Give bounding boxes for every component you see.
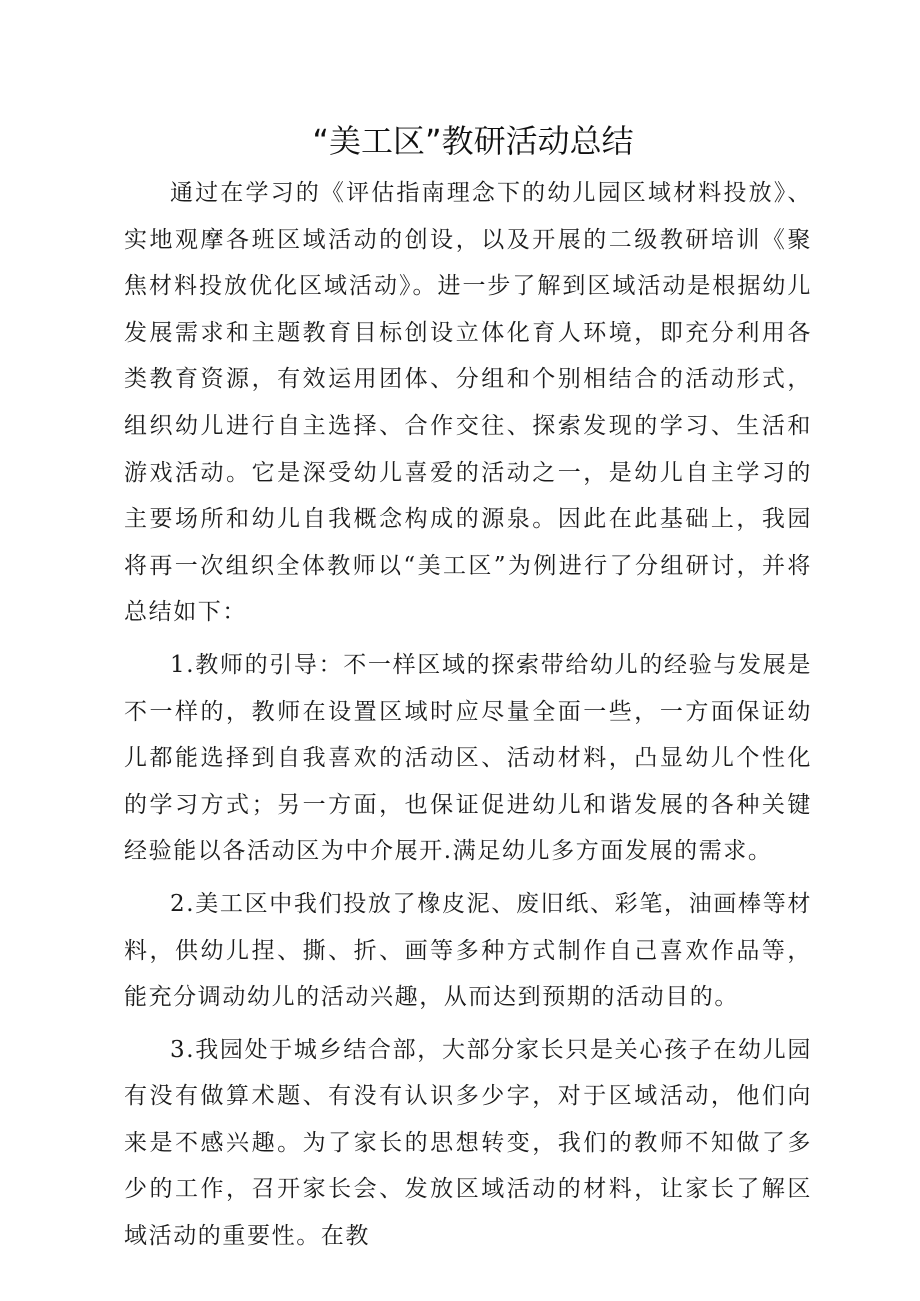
paragraph-point-1: 1.教师的引导：不一样区域的探索带给幼儿的经验与发展是不一样的，教师在设置区域时应尽量全面一些，一方面保证幼儿都能选择到自我喜欢的活动区、活动材料，凸显幼儿个性化的学习方式；另一方面，也保证促进幼儿和谐发展的各种关键经验能以各活动区为中介展开.满足幼儿多方面发展的需求。 (124, 651, 812, 865)
paragraph-intro: 通过在学习的《评估指南理念下的幼儿园区域材料投放》、实地观摩各班区域活动的创设，以及开展的二级教研培训《聚焦材料投放优化区域活动》。进一步了解到区域活动是根据幼儿发展需求和主题教育目标创设立体化育人环境，即充分利用各类教育资源，有效运用团体、分组和个别相结合的活动形式，组织幼儿进行自主选择、合作交往、探索发现的学习、生活和游戏活动。它是深受幼儿喜爱的活动之一，是幼儿自主学习的主要场所和幼儿自我概念构成的源泉。因此在此基础上，我园将再一次组织全体教师以“美工区”为例进行了分组研讨，并将总结如下： (124, 180, 812, 626)
document-title: “美工区”教研活动总结 (312, 122, 634, 160)
paragraph-point-3: 3.我园处于城乡结合部，大部分家长只是关心孩子在幼儿园有没有做算术题、有没有认识多少字，对于区域活动，他们向来是不感兴趣。为了家长的思想转变，我们的教师不知做了多少的工作，召开家长会、发放区域活动的材料，让家长了解区域活动的重要性。在教 (124, 1036, 812, 1250)
paragraph-point-2: 2.美工区中我们投放了橡皮泥、废旧纸、彩笔，油画棒等材料，供幼儿捏、撕、折、画等多种方式制作自己喜欢作品等，能充分调动幼儿的活动兴趣，从而达到预期的活动目的。 (124, 890, 812, 1011)
